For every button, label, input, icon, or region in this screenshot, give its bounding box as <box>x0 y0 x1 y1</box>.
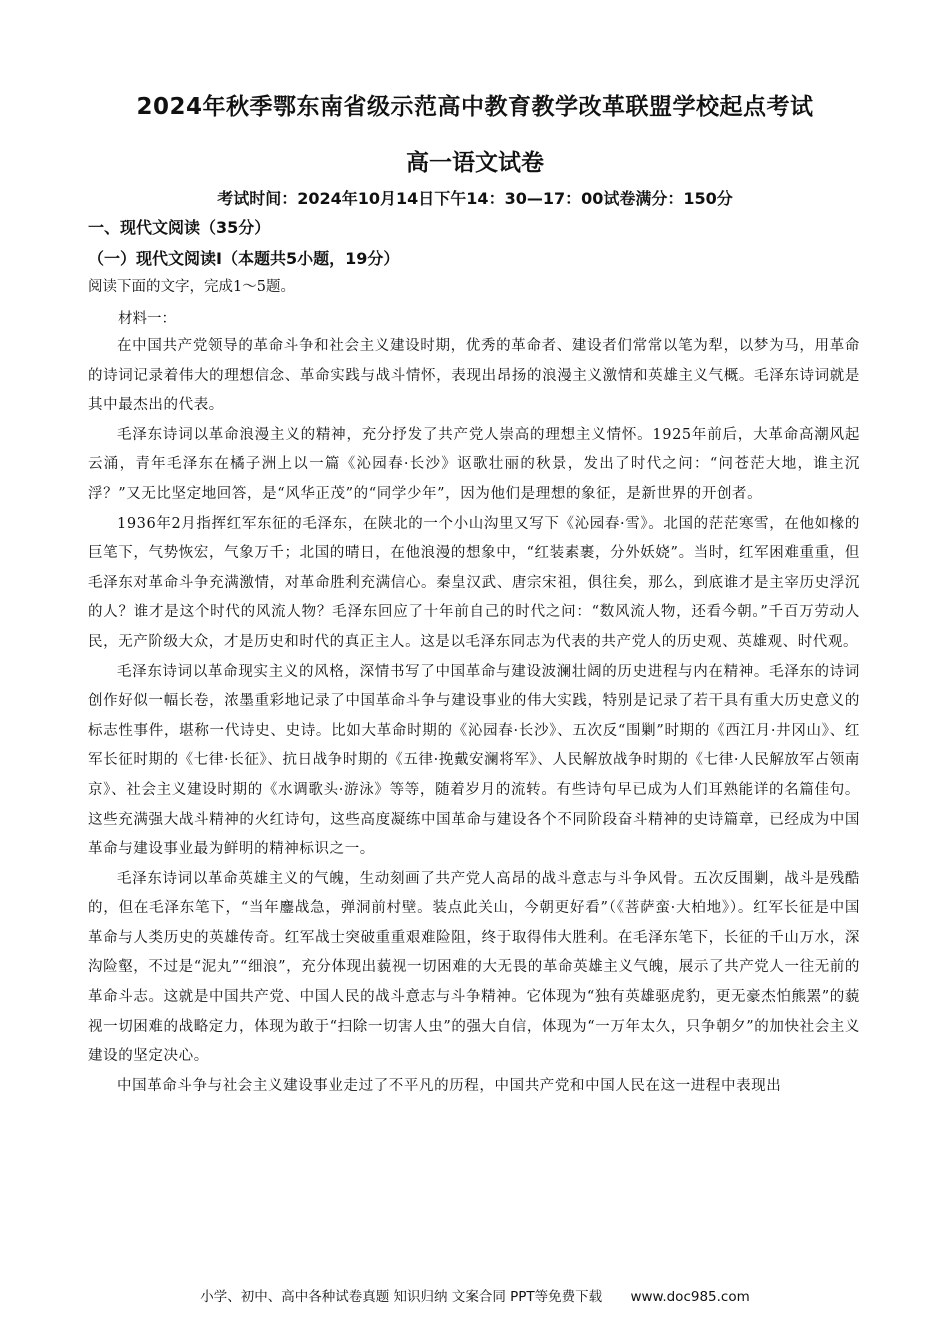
article-paragraph-3: 1936年2月指挥红军东征的毛泽东，在陕北的一个小山沟里又写下《沁园春·雪》。北国的茫茫寒雪，在他如椽的巨笔下，气势恢宏，气象万千；北国的晴日，在他浪漫的想象中，“红装素裹，分外妖娆”。当时，红军困难重重，但毛泽东对革命斗争充满激情，对革命胜利充满信心。秦皇汉武、唐宗宋祖，俱往矣，那么，到底谁才是主宰历史浮沉的人？谁才是这个时代的风流人物？毛泽东回应了十年前自己的时代之问：“数风流人物，还看今朝。”千百万劳动人民，无产阶级大众，才是历史和时代的真正主人。这是以毛泽东同志为代表的共产党人的历史观、英雄观、时代观。 <box>88 515 860 650</box>
footer-url[interactable]: www.doc985.com <box>630 1289 750 1305</box>
article-body <box>88 332 860 1101</box>
footer-text: 小学、初中、高中各种试卷真题 知识归纳 文案合同 PPT等免费下载 <box>200 1289 603 1305</box>
article-paragraph-2: 毛泽东诗词以革命浪漫主义的精神，充分抒发了共产党人崇高的理想主义情怀。1925年前后，大革命高潮风起云涌，青年毛泽东在橘子洲上以一篇《沁园春·长沙》讴歌壮丽的秋景，发出了时代之问：“问苍茫大地，谁主沉浮？”又无比坚定地回答，是“风华正茂”的“同学少年”，因为他们是理想的象征，是新世界的开创者。 <box>88 426 860 502</box>
article-paragraph-5: 毛泽东诗词以革命英雄主义的气魄，生动刻画了共产党人高昂的战斗意志与斗争风骨。五次反围剿，战斗是残酷的，但在毛泽东笔下，“当年鏖战急，弹洞前村壁。装点此关山，今朝更好看”（《菩萨蛮·大柏地》）。红军长征是中国革命与人类历史的英雄传奇。红军战士突破重重艰难险阻，终于取得伟大胜利。在毛泽东笔下，长征的千山万水，深沟险壑，不过是“泥丸”“细浪”，充分体现出藐视一切困难的大无畏的革命英雄主义气魄，展示了共产党人一往无前的革命斗志。这就是中国共产党、中国人民的战斗意志与斗争精神。它体现为“独有英雄驱虎豹，更无豪杰怕熊罴”的藐视一切困难的战略定力，体现为敢于“扫除一切害人虫”的强大自信，体现为“一万年太久，只争朝夕”的加快社会主义建设的坚定决心。 <box>88 870 860 1065</box>
section-heading-reading-one: （一）现代文阅读Ⅰ（本题共5小题，19分） <box>88 249 400 268</box>
article-paragraph-4: 毛泽东诗词以革命现实主义的风格，深情书写了中国革命与建设波澜壮阔的历史进程与内在精神。毛泽东的诗词创作好似一幅长卷，浓墨重彩地记录了中国革命斗争与建设事业的伟大实践，特别是记录了若干具有重大历史意义的标志性事件，堪称一代诗史、史诗。比如大革命时期的《沁园春·长沙》、五次反“围剿”时期的《西江月·井冈山》、红军长征时期的《七律·长征》、抗日战争时期的《五律·挽戴安澜将军》、人民解放战争时期的《七律·人民解放军占领南京》、社会主义建设时期的《水调歌头·游泳》等等，随着岁月的流转。有些诗句早已成为人们耳熟能详的名篇佳句。这些充满强大战斗精神的火红诗句，这些高度凝练中国革命与建设各个不同阶段奋斗精神的史诗篇章，已经成为中国革命与建设事业最为鲜明的精神标识之一。 <box>88 663 860 858</box>
section-heading-part-one: 一、现代文阅读（35分） <box>88 218 271 237</box>
exam-title: 2024年秋季鄂东南省级示范高中教育教学改革联盟学校起点考试 <box>136 94 814 120</box>
article-paragraph-1: 在中国共产党领导的革命斗争和社会主义建设时期，优秀的革命者、建设者们常常以笔为犁，以梦为马，用革命的诗词记录着伟大的理想信念、革命实践与战斗情怀，表现出昂扬的浪漫主义激情和英雄主义气概。毛泽东诗词就是其中最杰出的代表。 <box>88 338 860 414</box>
article-paragraph-6: 中国革命斗争与社会主义建设事业走过了不平凡的历程，中国共产党和中国人民在这一进程中表现出 <box>117 1077 782 1094</box>
material-label: 材料一： <box>118 311 176 327</box>
exam-info: 考试时间：2024年10月14日下午14：30—17：00试卷满分：150分 <box>217 189 733 208</box>
page-footer <box>0 1285 950 1305</box>
exam-subtitle: 高一语文试卷 <box>406 150 544 176</box>
reading-instruction: 阅读下面的文字，完成1～5题。 <box>88 279 295 295</box>
